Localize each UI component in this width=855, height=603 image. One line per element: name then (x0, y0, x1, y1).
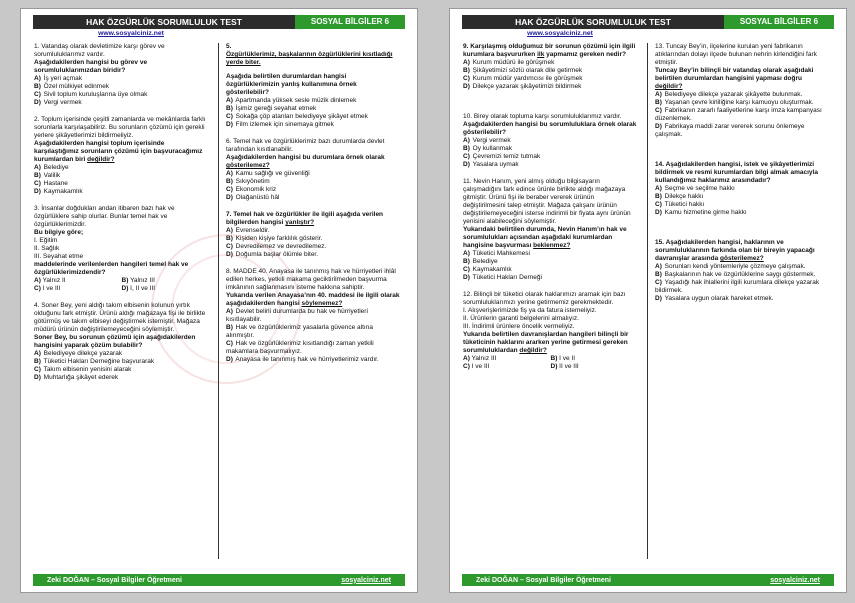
option-b[interactable]: B) Tüketici Hakları Derneğine başvurarak (34, 358, 155, 365)
question-stem: Tuncay Bey’in bilinçli bir vatandaş olarak aşağıdaki belirtilen durumlardan hangisini yapması doğru değildir? (655, 67, 814, 90)
watermark-seal (151, 234, 301, 384)
option-c[interactable]: C) Kaymakamlık (463, 266, 512, 273)
footer-author: Zeki DOĞAN – Sosyal Bilgiler Öğretmeni (47, 576, 182, 584)
header-subject: SOSYAL BİLGİLER 6 (295, 15, 405, 29)
list-item: III. İndirimli ürünlere öncelik vermeliyiz. (463, 323, 575, 330)
option-d[interactable]: D) Muhtarlığa şikâyet ederek (34, 374, 119, 381)
option-b[interactable]: B) Valilik (34, 172, 61, 179)
question-11 (463, 178, 638, 282)
option-b[interactable]: B) Yalnız III (121, 277, 155, 284)
question-9 (463, 43, 638, 91)
question-text: 10. Birey olarak topluma karşı sorumluluklarımız vardır. (463, 113, 622, 120)
option-c[interactable]: C) Sivil toplum kuruluşlarına üye olmak (34, 91, 148, 98)
page-header (33, 15, 405, 29)
option-b[interactable]: B) Belediye (463, 258, 498, 265)
option-a[interactable]: A) Devlet belirli durumlarda bu hak ve hürriyetleri kısıtlayabilir. (226, 308, 368, 323)
footer-site-link[interactable]: sosyalciniz.net (341, 576, 391, 584)
option-a[interactable]: A) Evrenseldir. (226, 227, 270, 234)
option-c[interactable]: C) Kurum müdür yardımcısı ile görüşmek (463, 75, 583, 82)
question-text: 12. Bilinçli bir tüketici olarak haklarımızı aramak için bazı sorumluluklarımızı yerine getirmemiz gerekmektedir. (463, 291, 626, 306)
option-c[interactable]: C) Hastane (34, 180, 68, 187)
list-item: I. Alışverişlerimizde fiş ya da fatura istemeliyiz. (463, 307, 597, 314)
question-stem: Yukarıda belirtilen davranışlardan hangileri bilinçli bir tüketicinin haklarını ararken yerine getirmesi gereken sorumluluklardan değildir? (463, 331, 629, 354)
question-stem: maddelerinde verilenlerden hangileri temel hak ve özgürlüklerimizdendir? (34, 261, 189, 276)
option-c[interactable]: C) Fabrikanın zararlı faaliyetlerine karşı imza kampanyası düzenlemek. (655, 107, 822, 122)
worksheet-page-1 (20, 8, 418, 593)
option-d[interactable]: D) I, II ve III (121, 285, 156, 292)
question-stem: Aşağıda belirtilen durumlardan hangisi özgürlüklerimizin yanlış kullanımına örnek gösterilebilir? (226, 73, 357, 96)
option-a[interactable]: A) İş yeri açmak (34, 75, 82, 82)
worksheet-page-2 (449, 8, 847, 593)
question-stem: 7. Temel hak ve özgürlükler ile ilgili aşağıda verilen bilgilerden hangisi yanlıştır? (226, 211, 384, 226)
question-number: 5. (226, 43, 232, 50)
option-d[interactable]: D) Tüketici Hakları Derneği (463, 274, 542, 281)
option-c[interactable]: C) I ve III (463, 363, 490, 370)
question-text: Özgürlüklerimiz, başkalarının özgürlüklerini kısıtladığı yerde biter. (226, 51, 393, 66)
list-item: III. Seyahat etme (34, 253, 84, 260)
page-header (462, 15, 834, 29)
question-10 (463, 113, 638, 169)
site-link[interactable]: www.sosyalciniz.net (527, 30, 593, 37)
option-b[interactable]: B) I ve II (550, 355, 576, 362)
option-b[interactable]: B) İşimiz gereği seyahat etmek (226, 105, 317, 112)
question-lead: Bu bilgiye göre; (34, 229, 84, 236)
question-text: 4. Soner Bey, yeni aldığı takım elbisenin kolunun yırtık olduğunu fark etmiştir. Ürünü aldığı mağazaya fişi ile birlikte götürmüş ve takım elbiseyi değiştirmek istemiştir. Mağaza müdürü ürünün değiştirilemeyeceğini söylemiştir. (34, 302, 206, 333)
header-title: HAK ÖZGÜRLÜK SORUMLULUK TEST (86, 17, 242, 27)
option-c[interactable]: C) Devredilemez ve devredilemez. (226, 243, 327, 250)
option-b[interactable]: B) Hak ve özgürlüklerimiz yasalarla güvence altına alınmıştır. (226, 324, 373, 339)
question-2 (34, 116, 209, 196)
question-text: 11. Nevin Hanım, yeni almış olduğu bilgisayarın çalışmadığını fark edince ürünle birlikte aldığı mağazaya gitmiştir. Ürünü fişi ile beraber vererek ürünün değiştirilmesini talep etmiştir. Mağaza çalışanı ürünün değiştirilemeyeceğini isterse indirimli bir fiyata aynı ürünün yenisini alabileceğini söylemiştir. (463, 178, 631, 225)
option-d[interactable]: D) Dilekçe yazarak şikâyetimizi bildirmek (463, 83, 582, 90)
option-c[interactable]: C) Hak ve özgürlüklerimiz kısıtlandığı zaman yetkili makamlara başvurmalıyız. (226, 340, 374, 355)
question-stem: Aşağıdakilerden hangisi bu görev ve sorumluluklarımızdan biridir? (34, 59, 148, 74)
question-stem: Aşağıdakilerden hangisi bu sorumluluklara örnek olarak gösterilebilir? (463, 121, 637, 136)
option-b[interactable]: B) Yaşanan çevre kirliliğine karşı kamuoyu oluşturmak. (655, 99, 814, 106)
option-a[interactable]: A) Apartmanda yüksek sesle müzik dinlemek (226, 97, 357, 104)
option-a[interactable]: A) Tüketici Mahkemesi (463, 250, 530, 257)
header-title: HAK ÖZGÜRLÜK SORUMLULUK TEST (515, 17, 671, 27)
option-a[interactable]: A) Kurum müdürü ile görüşmek (463, 59, 555, 66)
option-c[interactable]: C) Takım elbisenin yenisini alarak (34, 366, 132, 373)
option-d[interactable]: D) Vergi vermek (34, 99, 82, 106)
list-item: II. Ürünlerin garanti belgelerini almalıyız. (463, 315, 579, 322)
option-a[interactable]: A) Vergi vermek (463, 137, 511, 144)
option-c[interactable]: C) Sokağa çöp atanları belediyeye şikâyet etmek (226, 113, 368, 120)
option-b[interactable]: B) Kişiden kişiye farklılık gösterir. (226, 235, 323, 242)
option-b[interactable]: B) Başkalarının hak ve özgürlüklerine saygı göstermek. (655, 271, 816, 278)
question-stem: 9. Karşılaşmış olduğumuz bir sorunun çözümü için ilgili kurumlara başvururken ilk yapmamız gereken nedir? (463, 43, 636, 58)
option-d[interactable]: D) Yasalara uymak (463, 161, 519, 168)
option-d[interactable]: D) II ve III (550, 363, 579, 370)
option-b[interactable]: B) Şikâyetimizi sözlü olarak dile getirmek (463, 67, 583, 74)
option-a[interactable]: A) Belediyeye dilekçe yazarak (34, 350, 123, 357)
option-b[interactable]: B) Sıkıyönetim (226, 178, 270, 185)
question-stem: Aşağıdakilerden hangisi bu durumlara örnek olarak gösterilemez? (226, 154, 385, 169)
question-stem: Yukarıdaki belirtilen durumda, Nevin Hanım’ın hak ve sorumlulukları açısından aşağıdaki kurumlardan hangisine başvurması beklenmez? (463, 226, 627, 249)
option-a[interactable]: A) Kamu sağlığı ve güvenliği (226, 170, 310, 177)
question-text: 3. İnsanlar doğdukları andan itibaren bazı hak ve özgürlüklere sahip olurlar. Bunlar temel hak ve özgürlüklerimizdir. (34, 205, 175, 228)
option-a[interactable]: A) Yalnız III (463, 355, 497, 362)
question-6 (226, 138, 401, 202)
question-15 (655, 239, 830, 303)
site-link[interactable]: www.sosyalciniz.net (98, 30, 164, 37)
question-14 (655, 161, 830, 217)
option-c[interactable]: C) Tüketici hakkı (655, 201, 705, 208)
question-stem: Yukarıda verilen Anayasa’nın 40. maddesi ile ilgili olarak aşağıdakilerden hangisi söylenemez? (226, 292, 400, 307)
option-c[interactable]: C) Ekonomik kriz (226, 186, 277, 193)
option-d[interactable]: D) Olağanüstü hâl (226, 194, 280, 201)
page-footer (33, 574, 405, 586)
option-b[interactable]: B) Özel mülkiyet edinmek (34, 83, 110, 90)
option-d[interactable]: D) Doğumla başlar ölümle biter. (226, 251, 319, 258)
option-b[interactable]: B) Oy kullanmak (463, 145, 513, 152)
option-a[interactable]: A) Belediye (34, 164, 69, 171)
column-divider (647, 43, 648, 559)
column-right (655, 43, 830, 559)
question-stem: Soner Bey, bu sorunun çözümü için aşağıdakilerden hangisini yaparak çözüm bulabilir? (34, 334, 196, 349)
option-b[interactable]: B) Dilekçe hakkı (655, 193, 704, 200)
question-text: 2. Toplum içerisinde çeşitli zamanlarda ve mekânlarda farklı sorunlarla karşılaşabiliriz. Bu sorunların çözümü için gerekli yerlere şikâyetlerimizi bildirmeliyiz. (34, 116, 206, 139)
question-stem: 14. Aşağıdakilerden hangisi, istek ve şikâyetlerimizi bildirmek ve resmi kurumlardan bilgi almak amacıyla kullandığımız haklarımız arasındadır? (655, 161, 818, 184)
header-subject: SOSYAL BİLGİLER 6 (724, 15, 834, 29)
option-c[interactable]: C) I ve III (34, 285, 61, 292)
list-item: I. Eğitim (34, 237, 58, 244)
option-d[interactable]: D) Kaymakamlık (34, 188, 83, 195)
question-stem: 15. Aşağıdakilerden hangisi, haklarının ve sorumluluklarının farkında olan bir bireyin yapacağı davranışlar arasında gösterilemez? (655, 239, 815, 262)
page-footer (462, 574, 834, 586)
option-d[interactable]: D) Yasalara uygun olarak hareket etmek. (655, 295, 774, 302)
question-stem: Aşağıdakilerden hangisi toplum içerisinde karşılaştığımız sorunların çözümü için başvuracağımız kurumlardan biri değildir? (34, 140, 203, 163)
question-text: 6. Temel hak ve özgürlüklerimiz bazı durumlarda devlet tarafından kısıtlanabilir. (226, 138, 385, 153)
question-1 (34, 43, 209, 107)
option-d[interactable]: D) Film izlemek için sinemaya gitmek (226, 121, 334, 128)
question-text: 13. Tuncay Bey’in, ilçelerine kurulan yeni fabrikanın atıklarından dolayı ilçede bulunan nehrin kirlendiğini fark etmiştir. (655, 43, 817, 66)
list-item: II. Sağlık (34, 245, 60, 252)
option-c[interactable]: C) Yaşadığı hak ihlallerini ilgili kurumlara dilekçe yazarak bildirmek. (655, 279, 820, 294)
option-a[interactable]: A) Belediyeye dilekçe yazarak şikâyette bulunmak. (655, 91, 803, 98)
option-d[interactable]: D) Anayasa ile tanınmış hak ve hürriyetlerimiz vardır. (226, 356, 379, 363)
footer-site-link[interactable]: sosyalciniz.net (770, 576, 820, 584)
question-5 (226, 43, 401, 129)
footer-author: Zeki DOĞAN – Sosyal Bilgiler Öğretmeni (476, 576, 611, 584)
option-d[interactable]: D) Fabrikaya maddi zarar vererek sorunu önlemeye çalışmak. (655, 123, 805, 138)
option-a[interactable]: A) Seçme ve seçilme hakkı (655, 185, 735, 192)
question-text: 8. MADDE 40. Anayasa ile tanınmış hak ve hürriyetleri ihlâl edilen herkes, yetkili makama geciktirilmeden başvurma imkânının sağlanmasını isteme hakkına sahiptir. (226, 268, 396, 291)
option-a[interactable]: A) Sorunları kendi yöntemleriyle çözmeye çalışmak. (655, 263, 806, 270)
option-c[interactable]: C) Çevremizi temiz tutmak (463, 153, 541, 160)
question-13 (655, 43, 830, 139)
option-a[interactable]: A) Yalnız II (34, 277, 66, 284)
option-d[interactable]: D) Kamu hizmetine girme hakkı (655, 209, 747, 216)
column-left (463, 43, 638, 559)
question-text: 1. Vatandaş olarak devletimize karşı görev ve sorumluluklarımız vardır. (34, 43, 165, 58)
question-12 (463, 291, 638, 371)
